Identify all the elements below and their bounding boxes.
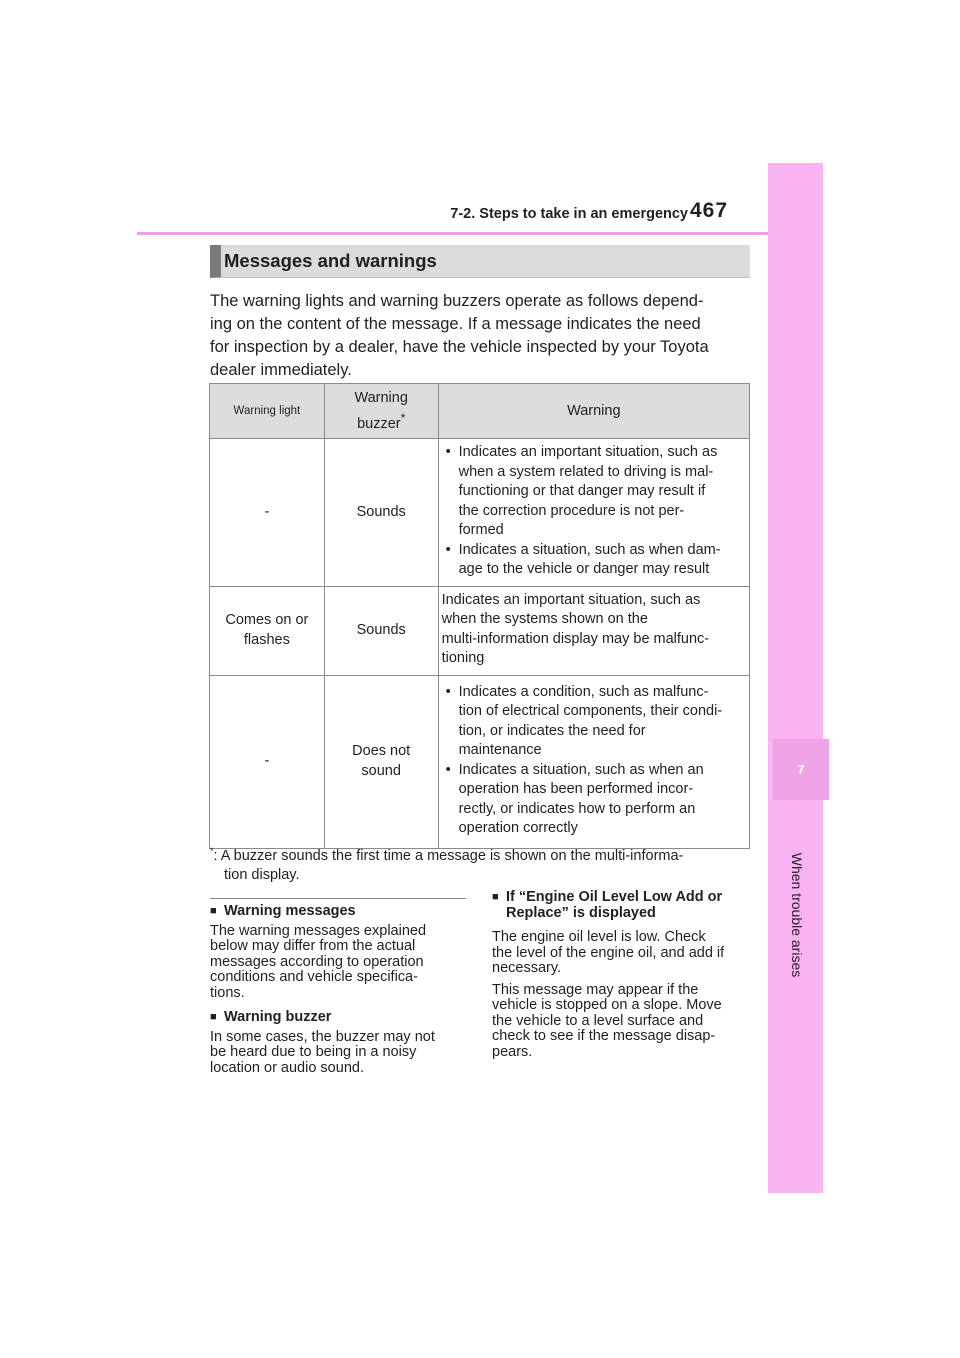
list-item: • Indicates a situation, such as when dam- age to the vehicle or danger may result	[445, 541, 721, 577]
paragraph: This message may appear if the vehicle is stopped on a slope. Move the vehicle to a level surface and check to see if the message disap- pears.	[492, 981, 722, 1060]
page-number: 467	[690, 199, 729, 222]
subheading-warning-messages: ■ Warning messages	[210, 903, 356, 919]
bullet-icon: •	[445, 761, 451, 778]
list-item: • Indicates a situation, such as when an operation has been performed incor- rectly, or indicates how to perform an operation correctly	[445, 761, 704, 836]
chapter-title-text: When trouble arises	[789, 852, 805, 978]
cell-warning-light: -	[210, 439, 325, 587]
cell-warning-text	[438, 439, 749, 587]
chapter-side-tab	[768, 163, 823, 1193]
intro-line: ing on the content of the message. If a message indicates the need	[210, 315, 701, 333]
cell-warning-light: Comes on or flashes	[210, 586, 325, 675]
cell-warning-text: Indicates an important situation, such as when the systems shown on the multi-information display may be malfunc- tioning	[438, 586, 749, 675]
intro-line: dealer immediately.	[210, 361, 352, 379]
header-divider	[137, 232, 768, 235]
left-column	[210, 904, 472, 1076]
footnote-mark: *	[400, 411, 406, 426]
chapter-title-vertical	[772, 852, 822, 978]
footnote-mark: *	[210, 846, 214, 856]
section-title: 7-2. Steps to take in an emergency	[450, 206, 688, 222]
bullet-icon: •	[445, 444, 451, 460]
list-item: • Indicates an important situation, such as when a system related to driving is mal- functioning or that danger may result if the correction procedure is not per- formed	[445, 444, 718, 538]
section-heading	[210, 245, 750, 278]
cell-warning-buzzer: Sounds	[324, 586, 438, 675]
header-buzzer-line: buzzer	[357, 415, 401, 432]
square-bullet-icon: ■	[492, 891, 499, 903]
table-row	[210, 586, 750, 675]
list-item: • Indicates a condition, such as malfunc- tion of electrical components, their condi- tion, or indicates the need for maintenance	[445, 683, 723, 758]
table-header-row	[210, 384, 750, 439]
paragraph: The engine oil level is low. Check the level of the engine oil, and add if necessary.	[492, 929, 725, 976]
section-heading-text: Messages and warnings	[224, 250, 437, 271]
bullet-icon: •	[445, 541, 451, 558]
bullet-icon: •	[445, 683, 451, 700]
intro-line: The warning lights and warning buzzers operate as follows depend-	[210, 292, 704, 310]
cell-warning-buzzer: Sounds	[324, 439, 438, 587]
header-warning-buzzer	[324, 384, 438, 439]
cell-warning-buzzer: Does not sound	[324, 675, 438, 848]
intro-paragraph	[210, 290, 755, 382]
column-divider	[210, 898, 466, 899]
table-footnote: *: A buzzer sounds the first time a message is shown on the multi-informa- tion display.	[210, 846, 684, 883]
table-row	[210, 439, 750, 587]
paragraph: In some cases, the buzzer may not be heard due to being in a noisy location or audio sound.	[210, 1028, 435, 1076]
header-warning: Warning	[438, 384, 749, 439]
intro-line: for inspection by a dealer, have the vehicle inspected by your Toyota	[210, 338, 709, 356]
subheading-warning-buzzer: ■ Warning buzzer	[210, 1009, 332, 1025]
square-bullet-icon: ■	[210, 1011, 217, 1023]
square-bullet-icon: ■	[210, 905, 217, 917]
warnings-table	[209, 383, 750, 849]
chapter-number-badge: 7	[773, 739, 829, 800]
cell-warning-text	[438, 675, 749, 848]
subheading-engine-oil: ■ If “Engine Oil Level Low Add or Replace” is displayed	[492, 889, 723, 921]
paragraph: The warning messages explained below may differ from the actual messages according to operation conditions and vehicle specifica- tions.	[210, 922, 427, 1001]
table-row	[210, 675, 750, 848]
cell-warning-light: -	[210, 675, 325, 848]
header-warning-light: Warning light	[210, 384, 325, 439]
right-column	[492, 890, 760, 1060]
header-buzzer-line: Warning	[354, 390, 408, 407]
